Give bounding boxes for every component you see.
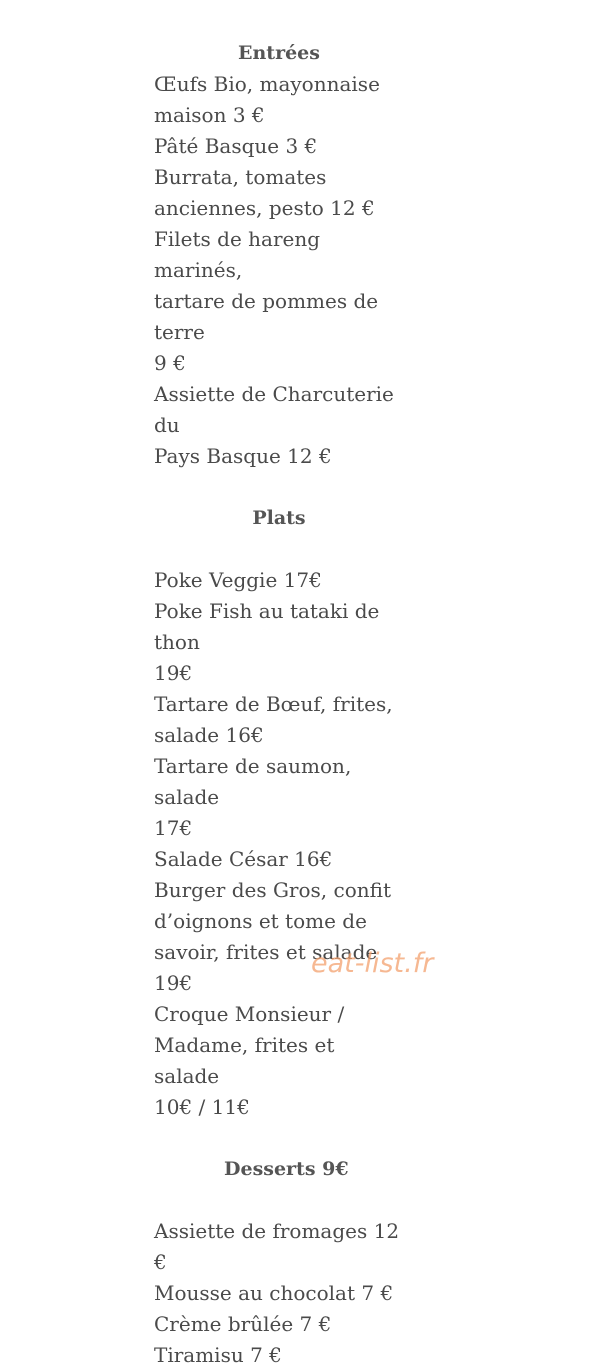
entrees-line: Œufs Bio, mayonnaise xyxy=(154,72,380,96)
desserts-line: Assiette de fromages 12 € xyxy=(154,1219,400,1274)
plats-line: savoir, frites et salade 19€ xyxy=(154,940,378,995)
plats-line: Tartare de Bœuf, frites, xyxy=(154,692,393,716)
entrees-line: tartare de pommes de terre xyxy=(154,289,379,344)
entrees-list xyxy=(154,69,404,472)
spacer xyxy=(154,1123,404,1154)
section-title-plats: Plats xyxy=(252,507,306,529)
desserts-list xyxy=(154,1216,404,1371)
plats-line: Poke Veggie 17€ xyxy=(154,568,322,592)
entrees-line: 9 € xyxy=(154,351,186,375)
plats-line: d’oignons et tome de xyxy=(154,909,367,933)
entrees-line: Filets de hareng marinés, xyxy=(154,227,321,282)
plats-line: Poke Fish au tataki de thon xyxy=(154,599,380,654)
spacer xyxy=(154,534,404,565)
plats-line: Tartare de saumon, salade xyxy=(154,754,352,809)
plats-line: salade 16€ xyxy=(154,723,264,747)
plats-line: Madame, frites et salade xyxy=(154,1033,335,1088)
plats-list xyxy=(154,565,404,1123)
desserts-line: Mousse au chocolat 7 € xyxy=(154,1281,394,1305)
entrees-line: Assiette de Charcuterie du xyxy=(154,382,394,437)
entrees-line: anciennes, pesto 12 € xyxy=(154,196,375,220)
plats-line: 19€ xyxy=(154,661,193,685)
entrees-line: Pays Basque 12 € xyxy=(154,444,332,468)
plats-line: Croque Monsieur / xyxy=(154,1002,345,1026)
plats-line: Salade César 16€ xyxy=(154,847,333,871)
desserts-line: Tiramisu 7 € xyxy=(154,1343,282,1367)
menu-document xyxy=(154,38,404,1371)
entrees-line: maison 3 € xyxy=(154,103,265,127)
spacer xyxy=(154,472,404,503)
desserts-line: Crème brûlée 7 € xyxy=(154,1312,332,1336)
plats-line: Burger des Gros, confit xyxy=(154,878,392,902)
watermark-logo: eat-list.fr xyxy=(311,948,434,979)
spacer xyxy=(154,1185,404,1216)
plats-line: 10€ / 11€ xyxy=(154,1095,250,1119)
entrees-line: Burrata, tomates xyxy=(154,165,327,189)
section-title-entrees: Entrées xyxy=(238,42,320,64)
plats-line: 17€ xyxy=(154,816,193,840)
section-title-desserts: Desserts 9€ xyxy=(224,1158,349,1180)
entrees-line: Pâté Basque 3 € xyxy=(154,134,318,158)
